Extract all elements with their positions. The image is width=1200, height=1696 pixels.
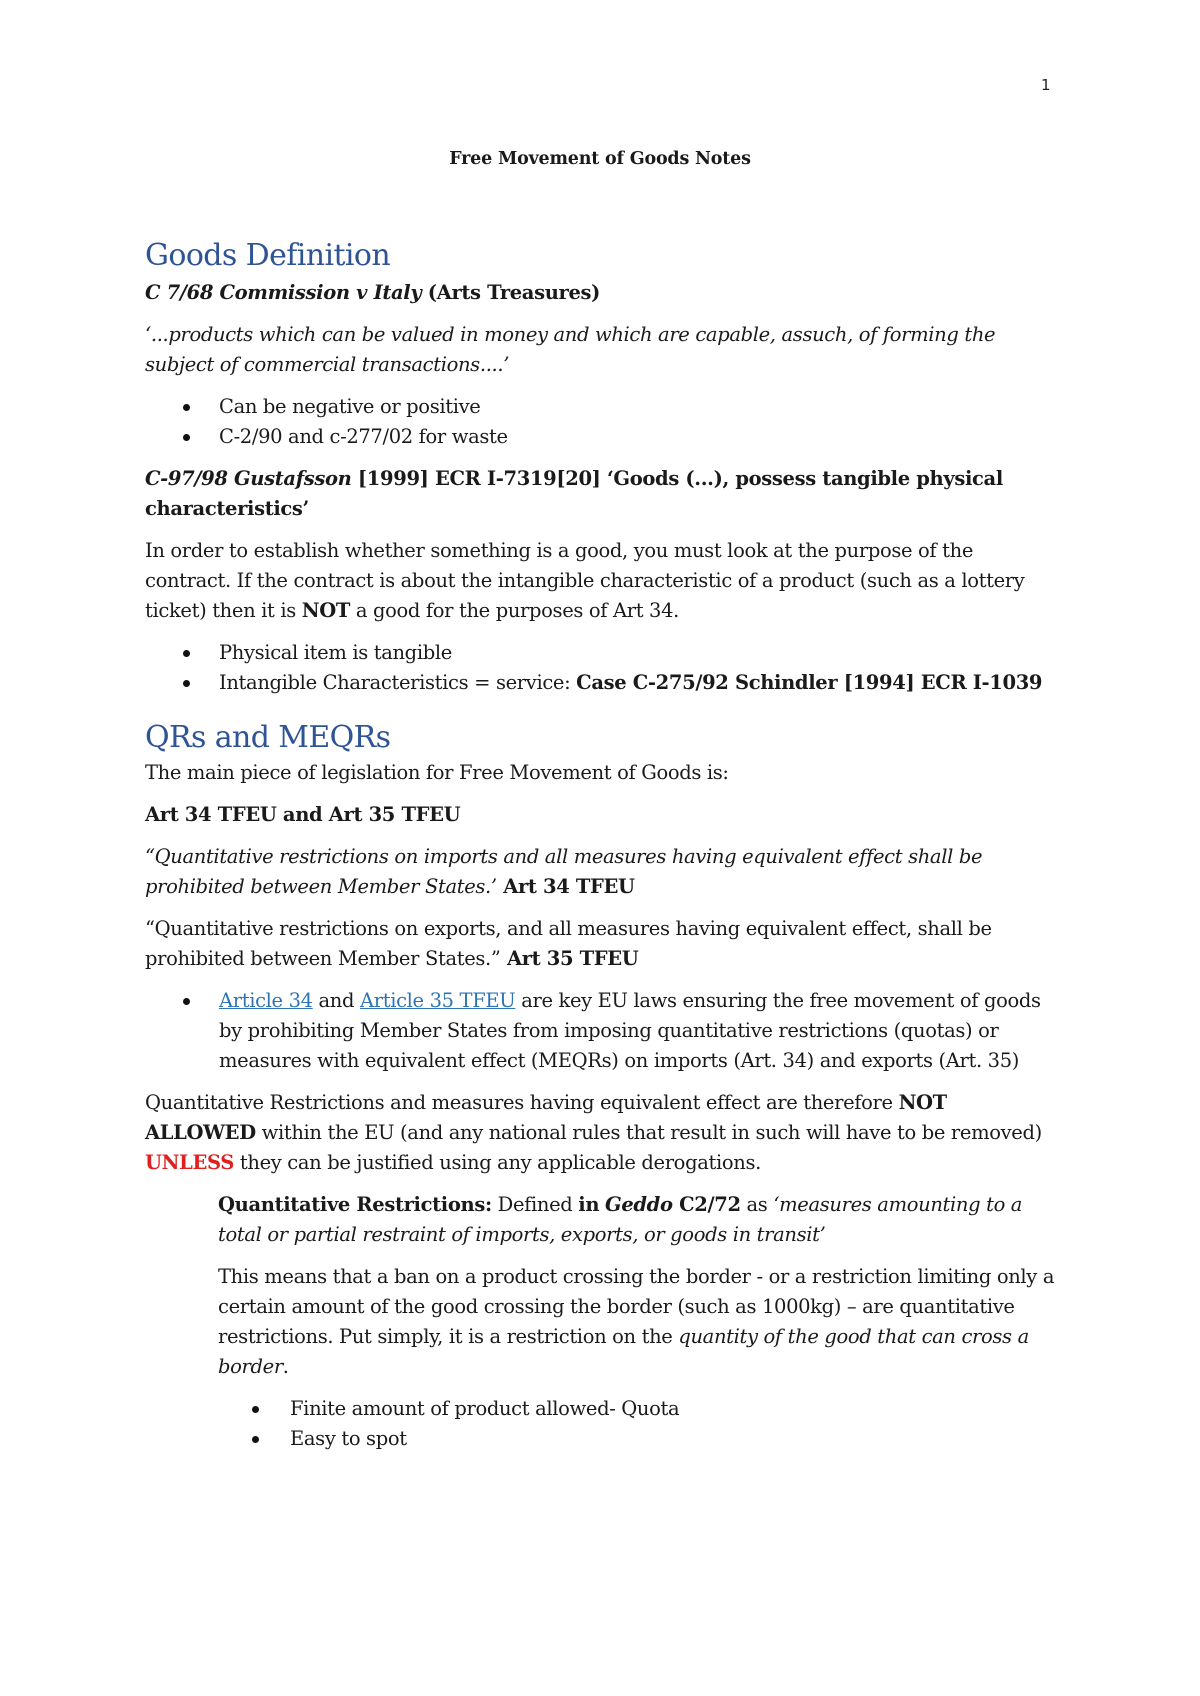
unless-emphasis: UNLESS bbox=[145, 1151, 235, 1174]
list-item: Physical item is tangible bbox=[145, 638, 1055, 668]
case-commission-v-italy: C 7/68 Commission v Italy (Arts Treasures) bbox=[145, 281, 601, 304]
goods-paragraph: In order to establish whether something is a good, you must look at the purpose of the contract. If the contract is about the intangible characteristic of a product (such as a lottery ticket) then it is NOT a good for the purposes of Art 34. bbox=[145, 539, 1025, 622]
qrs-summary: Quantitative Restrictions and measures having equivalent effect are therefore NOT ALLOWED within the EU (and any national rules that result in such will have to be removed) UNLESS they can be justified using any applicable derogations. bbox=[145, 1091, 1042, 1174]
article-35-quote: “Quantitative restrictions on exports, and all measures having equivalent effect, shall be prohibited between Member States.” Art 35 TFEU bbox=[145, 917, 992, 970]
article-35-link[interactable]: Article 35 TFEU bbox=[360, 989, 516, 1012]
document-body bbox=[145, 140, 1055, 1454]
list-item: Finite amount of product allowed- Quota bbox=[218, 1394, 1055, 1424]
page-number: 1 bbox=[1041, 76, 1051, 94]
list-item: Intangible Characteristics = service: Case C-275/92 Schindler [1994] ECR I-1039 bbox=[145, 668, 1055, 698]
bullet-icon bbox=[183, 680, 190, 687]
bullet-icon bbox=[183, 650, 190, 657]
article-34-quote: “Quantitative restrictions on imports and all measures having equivalent effect shall be prohibited between Member States.’ Art 34 TFEU bbox=[145, 845, 983, 898]
qr-definition: Quantitative Restrictions: Defined in Geddo C2/72 as ‘measures amounting to a total or partial restraint of imports, exports, or goods in transit’ bbox=[218, 1193, 1023, 1246]
qr-explanation: This means that a ban on a product crossing the border - or a restriction limiting only a certain amount of the good crossing the border (such as 1000kg) – are quantitative restrictions. Put simply, it is a restriction on the quantity of the good that can cross a border. bbox=[218, 1265, 1055, 1378]
document-title: Free Movement of Goods Notes bbox=[449, 149, 751, 169]
goods-bullet-list-2 bbox=[145, 638, 1055, 698]
goods-bullet-list-1 bbox=[145, 392, 1055, 452]
case-gustafsson: C-97/98 Gustafsson [1999] ECR I-7319[20] ‘Goods (...), possess tangible physical characteristics’ bbox=[145, 467, 1003, 520]
bullet-icon bbox=[183, 434, 190, 441]
quantitative-restrictions-section bbox=[218, 1190, 1055, 1454]
bullet-icon bbox=[252, 1436, 259, 1443]
goods-quote: ‘...products which can be valued in money and which are capable, assuch, of forming the subject of commercial transactions....’ bbox=[145, 323, 996, 376]
articles-heading: Art 34 TFEU and Art 35 TFEU bbox=[145, 803, 461, 826]
bullet-icon bbox=[252, 1406, 259, 1413]
list-item: Article 34 and Article 35 TFEU are key EU laws ensuring the free movement of goods by prohibiting Member States from imposing quantitative restrictions (quotas) or measures with equivalent effect (MEQRs) on imports (Art. 34) and exports (Art. 35) bbox=[145, 986, 1055, 1076]
heading-goods-definition: Goods Definition bbox=[145, 238, 391, 273]
heading-qrs-and-meqrs: QRs and MEQRs bbox=[145, 720, 391, 755]
bullet-icon bbox=[183, 404, 190, 411]
list-item: Easy to spot bbox=[218, 1424, 1055, 1454]
article-34-link[interactable]: Article 34 bbox=[219, 989, 313, 1012]
qrs-intro: The main piece of legislation for Free Movement of Goods is: bbox=[145, 761, 729, 784]
qr-bullet-list bbox=[218, 1394, 1055, 1454]
list-item: Can be negative or positive bbox=[145, 392, 1055, 422]
bullet-icon bbox=[183, 998, 190, 1005]
list-item: C-2/90 and c-277/02 for waste bbox=[145, 422, 1055, 452]
articles-bullet-list bbox=[145, 986, 1055, 1076]
